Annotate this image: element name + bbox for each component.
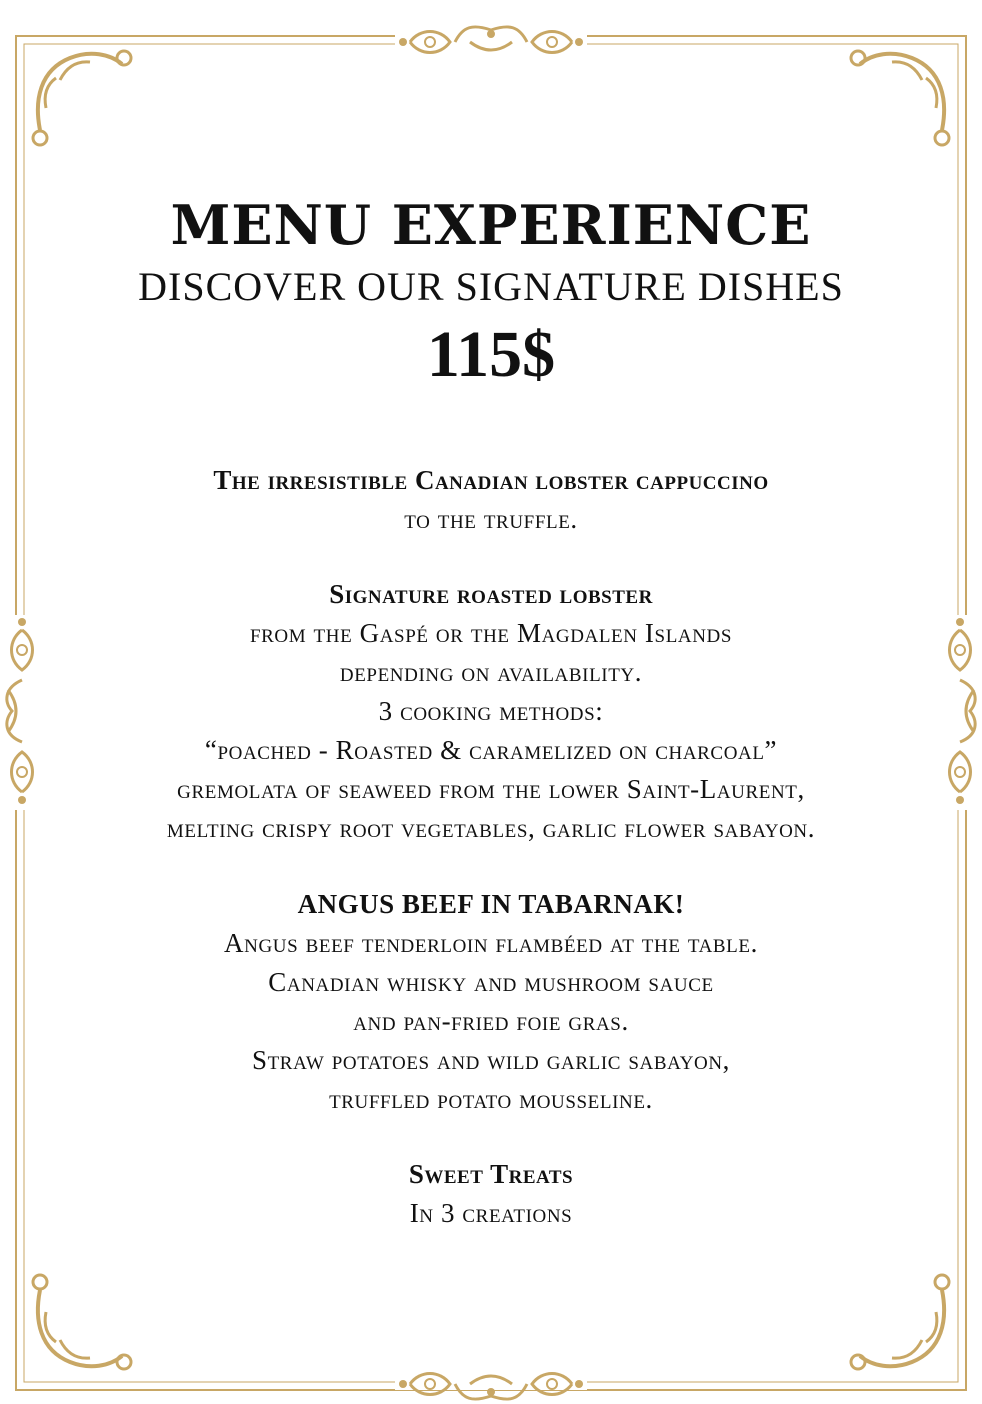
bottom-center-ornament-icon <box>395 1374 587 1400</box>
dish-section <box>0 884 982 1119</box>
dish-name: The irresistible Canadian lobster cappuccino <box>213 465 769 495</box>
dish-description-line: Straw potatoes and wild garlic sabayon, <box>251 1045 731 1075</box>
dish-description-line: Canadian whisky and mushroom sauce <box>268 967 714 997</box>
dish-description-line: 3 cooking methods: <box>378 696 604 726</box>
dish-section <box>0 574 982 848</box>
top-right-corner-flourish-icon <box>851 51 949 145</box>
dish-description-line: to the truffle. <box>404 504 578 534</box>
dish-name: Sweet Treats <box>408 1159 574 1189</box>
dish-description-line: In 3 creations <box>409 1198 573 1228</box>
bottom-left-corner-flourish-icon <box>33 1275 131 1369</box>
menu-subtitle: DISCOVER OUR SIGNATURE DISHES <box>138 264 844 309</box>
dish-description-line: and pan-fried foie gras. <box>353 1006 629 1036</box>
menu-title: MENU EXPERIENCE <box>170 193 812 257</box>
dish-section <box>0 1154 982 1233</box>
bottom-right-corner-flourish-icon <box>851 1275 949 1369</box>
dish-description-line: “poached - Roasted & caramelized on charcoal” <box>204 735 778 765</box>
dish-description-line: melting crispy root vegetables, garlic flower sabayon. <box>166 813 816 843</box>
dish-name: ANGUS BEEF IN TABARNAK! <box>297 889 685 919</box>
dish-description-line: Angus beef tenderloin flambéed at the table. <box>224 928 758 958</box>
dish-name: Signature roasted lobster <box>329 579 653 609</box>
dish-description-line: depending on availability. <box>339 657 643 687</box>
dish-section <box>0 460 982 539</box>
menu-price: 115$ <box>426 318 556 391</box>
top-left-corner-flourish-icon <box>33 51 131 145</box>
dish-description-line: gremolata of seaweed from the lower Saint-Laurent, <box>177 774 805 804</box>
dish-description-line: from the Gaspé or the Magdalen Islands <box>249 618 733 648</box>
dish-description-line: truffled potato mousseline. <box>329 1084 653 1114</box>
top-center-ornament-icon <box>395 27 587 53</box>
